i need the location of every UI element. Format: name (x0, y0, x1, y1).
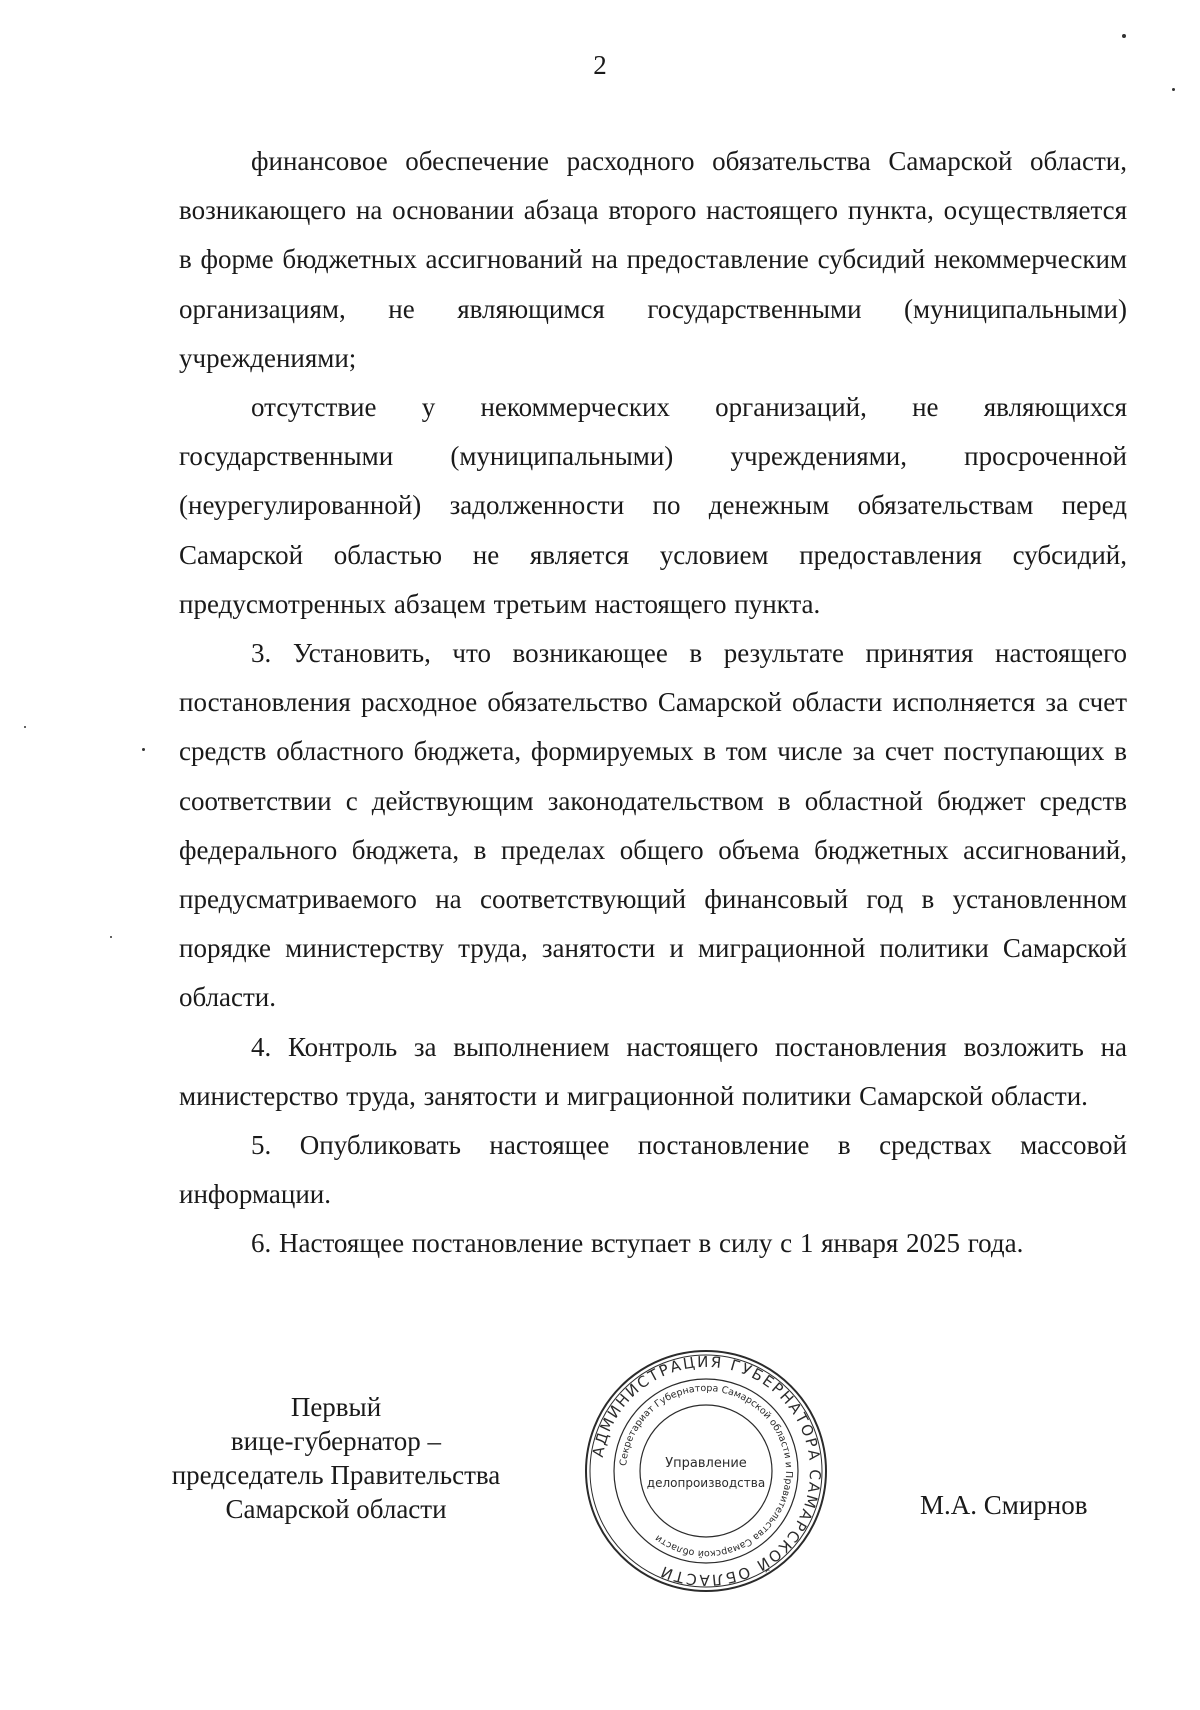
paragraph-item-3: 3. Установить, что возникающее в результате принятия настоящего постановления расходное обязательство Самарской области исполняется за счет средств областного бюджета, формируемых в том числе за счет поступающих в соответствии с действующим законодательством в областной бюджет средств федерального бюджета, в пределах общего объема бюджетных ассигнований, предусматриваемого на соответствующий финансовый год в установленном порядке министерству труда, занятости и миграционной политики Самарской области. (179, 638, 1127, 1013)
stamp-middle-ring (614, 1379, 798, 1563)
paragraph-no-debt-condition: отсутствие у некоммерческих организаций, не являющихся государственными (муниципальными) учреждениями, просроченной (неурегулированной) задолженности по денежным обязательствам перед Самарской областью не является условием предоставления субсидий, предусмотренных абзацем третьим настоящего пункта. (179, 392, 1127, 619)
scan-speck (1172, 88, 1175, 91)
document-body (179, 137, 1127, 1269)
stamp-center-line-2: делопроизводства (646, 1476, 766, 1490)
stamp-inner-text: Секретариат Губернатора Самарской области и Правительства Самарской области (618, 1382, 795, 1560)
signatory-title (140, 1390, 532, 1526)
scan-speck (142, 748, 145, 751)
signatory-title-line: Самарской области (225, 1494, 447, 1524)
signatory-title-line: Первый (290, 1392, 382, 1422)
stamp-inner-ring (640, 1405, 772, 1537)
scan-speck (1122, 34, 1126, 38)
paragraph-item-4: 4. Контроль за выполнением настоящего постановления возложить на министерство труда, занятости и миграционной политики Самарской области. (179, 1031, 1127, 1111)
paragraph-item-6: 6. Настоящее постановление вступает в силу с 1 января 2025 года. (251, 1228, 1024, 1259)
stamp-center-line-1: Управление (665, 1456, 747, 1471)
scan-speck (110, 936, 112, 938)
paragraph-funding: финансовое обеспечение расходного обязательства Самарской области, возникающего на основании абзаца второго настоящего пункта, осуществляется в форме бюджетных ассигнований на предоставление субсидий некоммерческим организациям, не являющимся государственными (муниципальными) учреждениями; (179, 146, 1127, 373)
scan-speck (24, 726, 26, 728)
stamp-outer-text: АДМИНИСТРАЦИЯ ГУБЕРНАТОРА САМАРСКОЙ ОБЛАСТИ (588, 1352, 825, 1590)
signatory-title-line: вице-губернатор – (230, 1426, 442, 1456)
page-number: 2 (593, 50, 607, 80)
signer-name: М.А. Смирнов (920, 1490, 1088, 1520)
paragraph-item-5: 5. Опубликовать настоящее постановление в средствах массовой информации. (179, 1130, 1127, 1210)
signatory-title-line: председатель Правительства (171, 1460, 501, 1490)
official-stamp (584, 1349, 828, 1593)
